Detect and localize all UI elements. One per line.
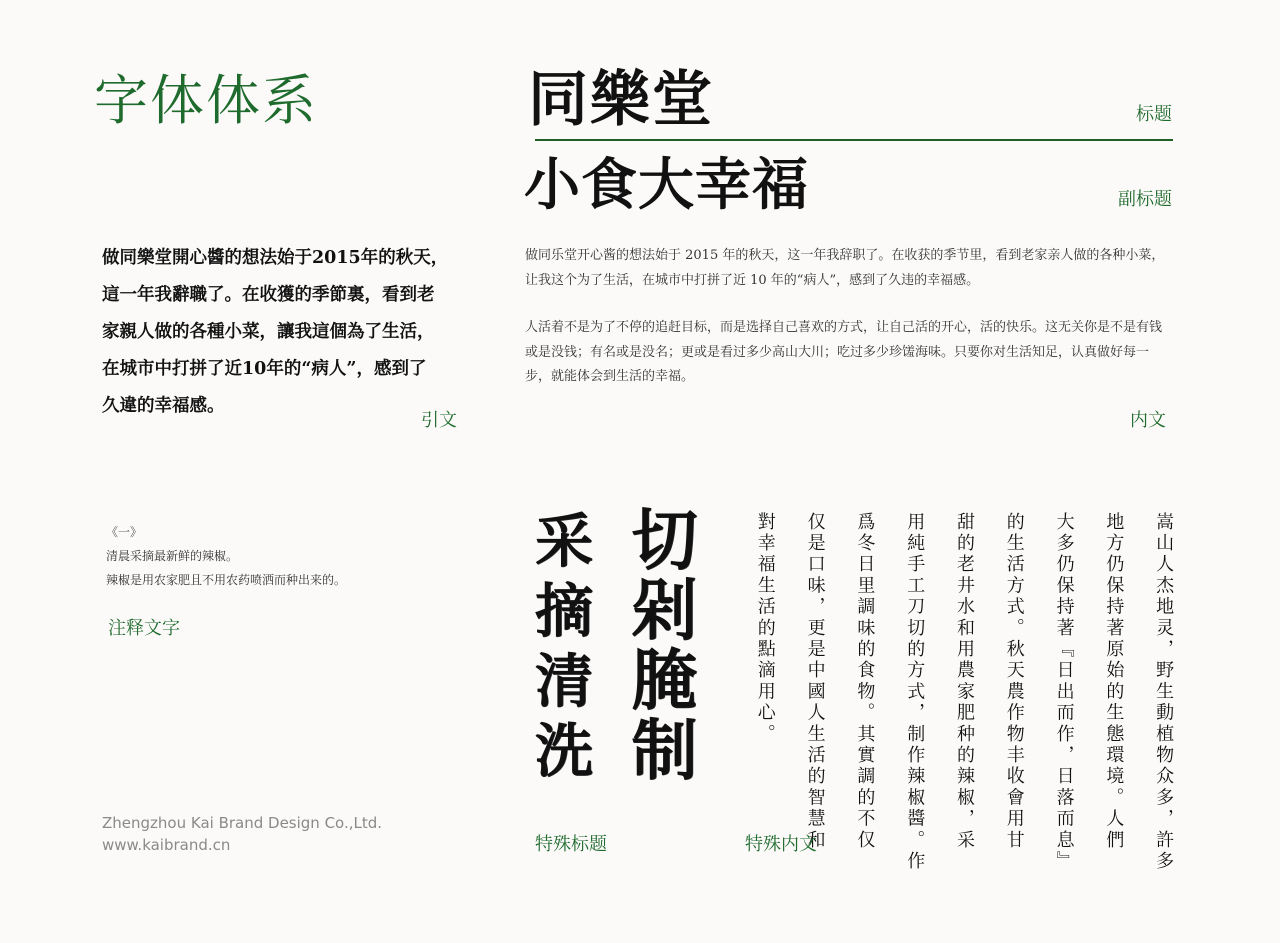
quote-label: 引文 xyxy=(421,410,457,431)
annotation-block xyxy=(106,520,346,592)
quote-block xyxy=(102,240,472,425)
quote-line: 久違的幸福感。 xyxy=(102,396,225,416)
quote-line: 做同樂堂開心醬的想法始于2015年的秋天， xyxy=(102,248,449,268)
body-paragraph: 做同乐堂开心酱的想法始于 2015 年的秋天，这一年我辞职了。在收获的季节里，看到老家亲人做的各种小菜，让我这个为了生活，在城市中打拼了近 10 年的“病人”，感到了久违的幸福感。 xyxy=(525,248,1165,288)
special-body-label: 特殊内文 xyxy=(745,834,817,855)
annotation-line: 《一》 xyxy=(106,525,143,539)
special-title-label: 特殊标题 xyxy=(535,834,607,855)
company-info xyxy=(102,812,382,856)
title-divider xyxy=(535,139,1173,141)
brand-subtitle: 小食大幸福 xyxy=(524,152,809,218)
vertical-column: 大多仍保持著『日出而作，日落而息』 xyxy=(1053,512,1075,873)
company-website[interactable]: www.kaibrand.cn xyxy=(102,836,231,854)
vertical-column: 爲冬日里調味的食物。其實調的不仅 xyxy=(854,512,876,852)
annotation-line: 辣椒是用农家肥且不用农药喷洒而种出来的。 xyxy=(106,573,347,587)
body-paragraph: 人活着不是为了不停的追赶目标，而是选择自己喜欢的方式，让自己活的开心，活的快乐。这无关你是不是有钱或是没钱；有名或是没名；更或是看过多少高山大川；吃过多少珍馐海味。只要你对生活知足，认真做好每一步，就能体会到生活的幸福。 xyxy=(525,320,1163,384)
vertical-column: 甜的老井水和用農家肥种的辣椒，采 xyxy=(953,512,975,852)
vertical-column: 地方仍保持著原始的生態環境。人們 xyxy=(1103,512,1125,852)
body-text-block xyxy=(525,244,1173,413)
vertical-column: 對幸福生活的點滴用心。 xyxy=(754,512,776,746)
company-name: Zhengzhou Kai Brand Design Co.,Ltd. xyxy=(102,814,383,832)
body-label: 内文 xyxy=(1130,410,1166,431)
quote-line: 在城市中打拼了近10年的“病人”，感到了 xyxy=(102,359,427,379)
subtitle-label: 副标题 xyxy=(1118,189,1172,210)
annotation-label: 注释文字 xyxy=(108,618,180,639)
quote-line: 家親人做的各種小菜，讓我這個為了生活， xyxy=(102,322,435,342)
vertical-column: 嵩山人杰地灵，野生動植物众多，許多 xyxy=(1153,512,1175,873)
quote-line: 這一年我辭職了。在收獲的季節裏，看到老 xyxy=(102,285,435,305)
vertical-column: 仅是口味，更是中國人生活的智慧和 xyxy=(804,512,826,852)
title-label: 标题 xyxy=(1136,104,1172,125)
special-title-column: 切剁腌制 xyxy=(620,505,698,785)
annotation-line: 清晨采摘最新鲜的辣椒。 xyxy=(106,549,239,563)
vertical-column: 用純手工刀切的方式，制作辣椒醬。作 xyxy=(904,512,926,873)
vertical-column: 的生活方式。秋天農作物丰收會用甘 xyxy=(1003,512,1025,852)
page-title: 字体体系 xyxy=(94,69,318,132)
special-title-column: 采摘清洗 xyxy=(525,510,593,790)
brand-title: 同樂堂 xyxy=(528,65,714,135)
